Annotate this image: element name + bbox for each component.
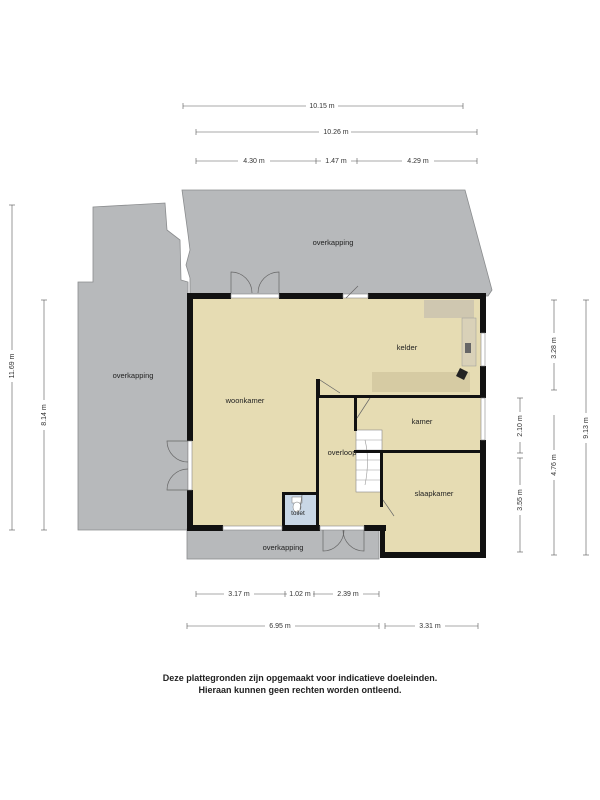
dim-bottom-seg-2: 1.02 m: [289, 591, 311, 598]
label-overkapping-left: overkapping: [112, 371, 154, 380]
disclaimer-line-2: Hieraan kunnen geen rechten worden ontleend.: [198, 685, 402, 695]
kelder-counter: [372, 372, 470, 392]
dim-bottom-total-2: 3.31 m: [419, 623, 441, 630]
disclaimer: [0, 672, 600, 696]
label-overkapping-bottom: overkapping: [262, 543, 304, 552]
staircase: [356, 430, 382, 492]
dim-top-seg-1: 4.30 m: [243, 158, 265, 165]
dim-right-inner-3: 3.55 m: [517, 489, 524, 511]
dim-left-total: 11.69 m: [9, 353, 16, 379]
dim-right-inner-2: 4.76 m: [551, 454, 558, 476]
label-woonkamer: woonkamer: [225, 396, 265, 405]
dim-bottom-seg-3: 2.39 m: [337, 591, 359, 598]
disclaimer-line-1: Deze plattegronden zijn opgemaakt voor indicatieve doeleinden.: [162, 673, 438, 683]
overkapping-left-area: [78, 203, 188, 530]
label-toilet: toilet: [291, 510, 305, 517]
dim-top-total-2: 10.26 m: [323, 129, 349, 136]
kelder-sink: [462, 318, 476, 366]
dim-right-outer-total: 9.13 m: [583, 417, 590, 439]
dim-top-seg-2: 1.47 m: [325, 158, 347, 165]
room-floors: [192, 297, 484, 556]
label-slaapkamer: slaapkamer: [414, 489, 454, 498]
label-overloop: overloop: [327, 448, 357, 457]
label-overkapping-top: overkapping: [312, 238, 354, 247]
dim-bottom-seg-1: 3.17 m: [228, 591, 250, 598]
label-kamer: kamer: [411, 417, 433, 426]
dim-top-total-1: 10.15 m: [309, 103, 335, 110]
dim-right-outer-top: 3.28 m: [551, 337, 558, 359]
kelder-cabinet: [424, 300, 474, 318]
dim-right-inner-1: 2.10 m: [517, 415, 524, 437]
dim-bottom-total-1: 6.95 m: [269, 623, 291, 630]
dim-left-seg: 8.14 m: [41, 404, 48, 426]
label-kelder: kelder: [396, 343, 418, 352]
dim-top-seg-3: 4.29 m: [407, 158, 429, 165]
